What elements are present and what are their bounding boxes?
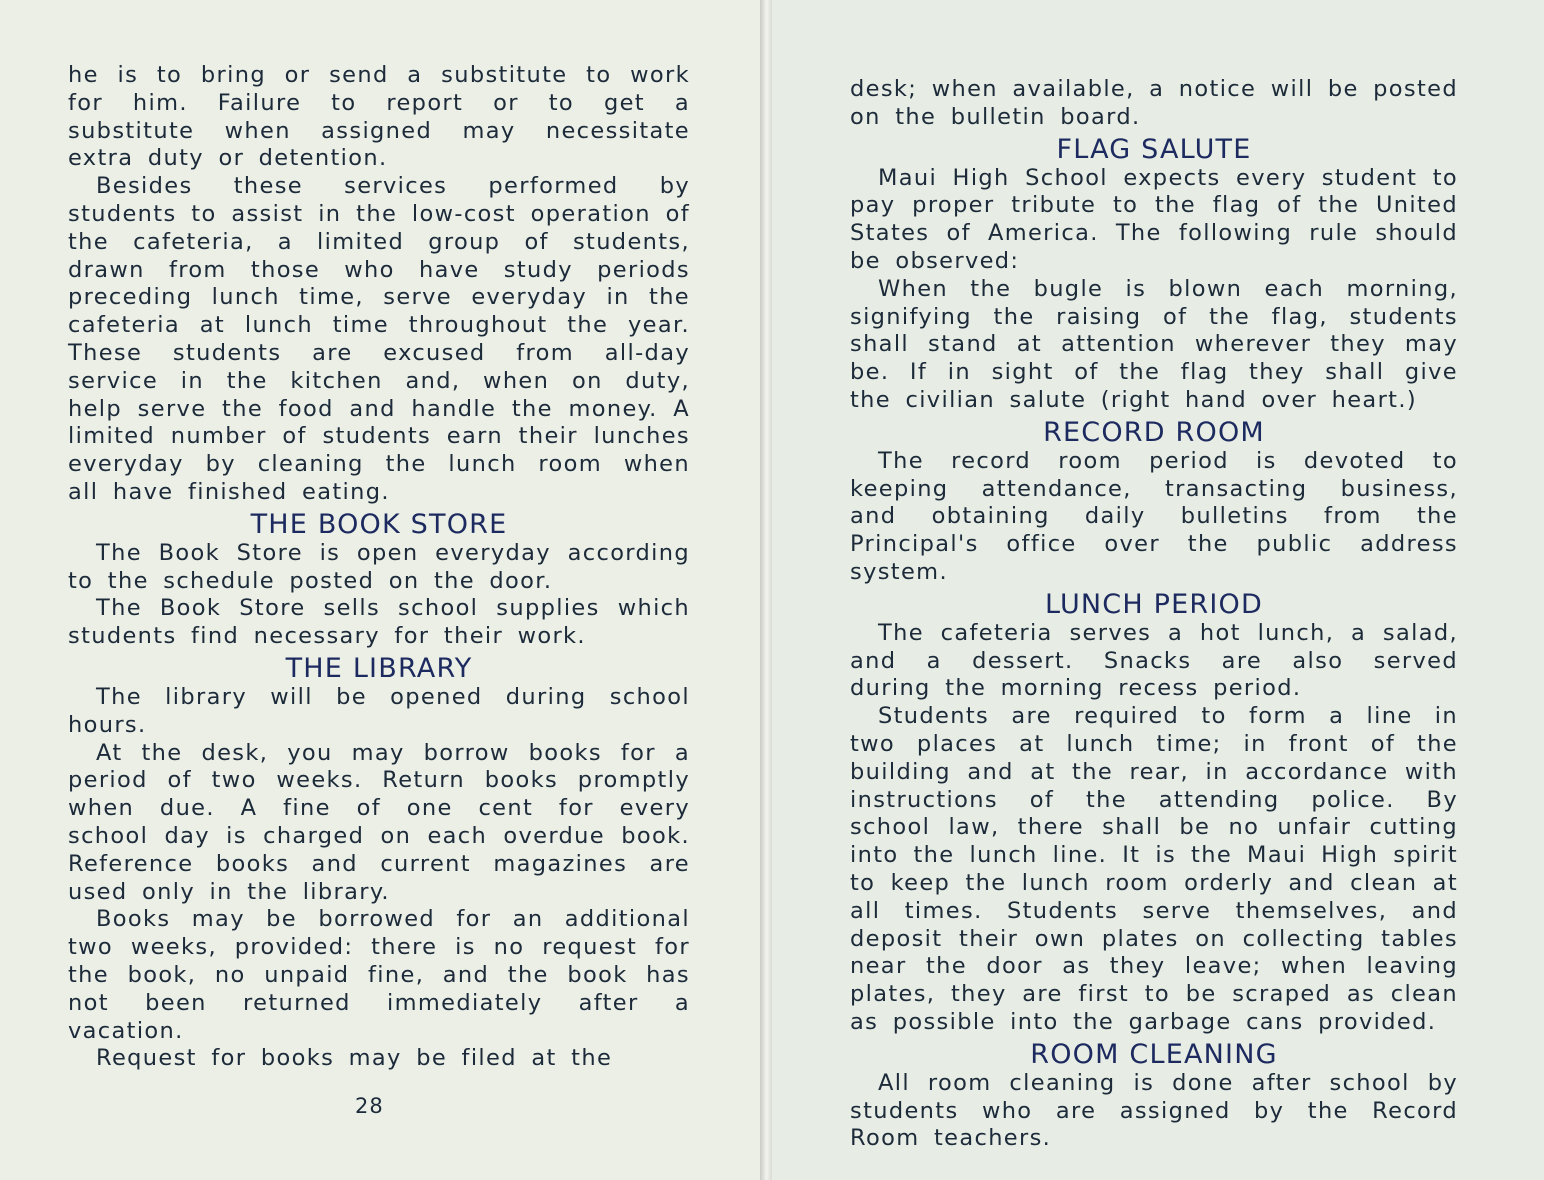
- paragraph: When the bugle is blown each morning, signifying the raising of the flag, students shall stand at attention wherever they may be. If in sight of the flag they shall give the civilian salute (right hand over heart.): [850, 275, 1458, 413]
- paragraph: Students are required to form a line in two places at lunch time; in front of the building and at the rear, in accordance with instructions of the attending police. By school law, there shall be no unfair cutting into the lunch line. It is the Maui High spirit to keep the lunch room orderly and clean at all times. Students serve themselves, and deposit their own plates on collecting tables near the door as they leave; when leaving plates, they are first to be scraped as clean as possible into the garbage cans provided.: [850, 703, 1458, 1035]
- paragraph: Books may be borrowed for an additional two weeks, provided: there is no request for the book, no unpaid fine, and the book has not been returned immediately after a vacation.: [68, 906, 690, 1044]
- paragraph: he is to bring or send a substitute to work for him. Failure to report or to get a substitute when assigned may necessitate extra duty or detention.: [68, 62, 690, 172]
- left-page: [0, 0, 760, 1180]
- section-heading-book-store: THE BOOK STORE: [250, 508, 508, 540]
- paragraph: The Book Store sells school supplies which students find necessary for their work.: [68, 595, 690, 650]
- section-heading-record-room: RECORD ROOM: [1043, 416, 1265, 448]
- section-heading-flag-salute: FLAG SALUTE: [1056, 133, 1252, 165]
- page-number: 28: [355, 1094, 384, 1118]
- paragraph: The cafeteria serves a hot lunch, a salad, and a dessert. Snacks are also served during the morning recess period.: [850, 619, 1458, 702]
- paragraph: All room cleaning is done after school by students who are assigned by the Record Room teachers.: [850, 1069, 1458, 1152]
- paragraph: The Book Store is open everyday according to the schedule posted on the door.: [68, 539, 690, 594]
- paragraph: At the desk, you may borrow books for a period of two weeks. Return books promptly when due. A fine of one cent for every school day is charged on each overdue book. Reference books and current magazines are used only in the library.: [68, 739, 690, 905]
- book-gutter: [760, 0, 772, 1180]
- paragraph: The record room period is devoted to keeping attendance, transacting business, and obtaining daily bulletins from the Principal's office over the public address system.: [850, 447, 1458, 585]
- section-heading-lunch-period: LUNCH PERIOD: [1045, 588, 1263, 620]
- right-page: [772, 0, 1544, 1180]
- paragraph: Request for books may be filed at the: [96, 1045, 613, 1072]
- paragraph: desk; when available, a notice will be posted on the bulletin board.: [850, 76, 1458, 130]
- section-heading-room-cleaning: ROOM CLEANING: [1030, 1038, 1278, 1070]
- paragraph: The library will be opened during school hours.: [68, 683, 690, 738]
- paragraph: Besides these services performed by students to assist in the low-cost operation of the cafeteria, a limited group of students, drawn from those who have study periods preceding lunch time, serve everyday in the cafeteria at lunch time throughout the year. These students are excused from all-day service in the kitchen and, when on duty, help serve the food and handle the money. A limited number of students earn their lunches everyday by cleaning the lunch room when all have finished eating.: [68, 173, 690, 505]
- paragraph: Maui High School expects every student to pay proper tribute to the flag of the United States of America. The following rule should be observed:: [850, 164, 1458, 274]
- section-heading-library: THE LIBRARY: [285, 652, 473, 684]
